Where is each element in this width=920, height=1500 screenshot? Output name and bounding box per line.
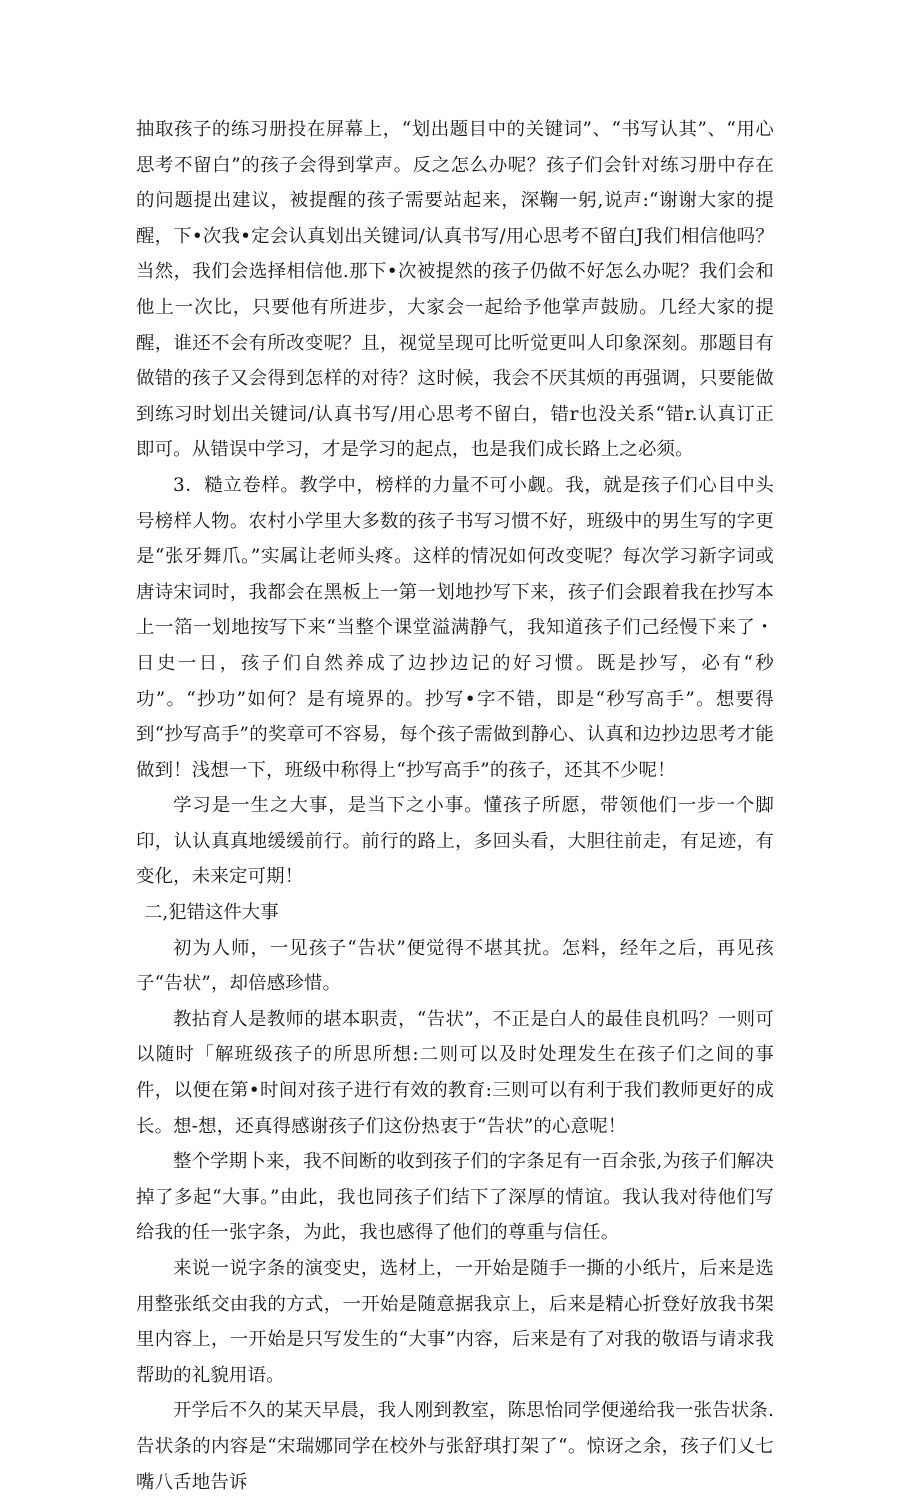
paragraph: 来说一说字条的演变史，选材上，一开始是随手一撕的小纸片，后来是选用整张纸交由我的方式，一开始是随意据我京上，后来是精心折登好放我书架里内容上，一开始是只写发生的“大事”内容，后来是有了对我的敬语与请求我帮助的礼貌用语。: [136, 1258, 774, 1386]
paragraph: 整个学期卜来，我不间断的收到孩子们的字条足有一百余张,为孩子们解决掉了多起“大事。”由此，我也同孩子们结下了深厚的情谊。我认我对待他们写给我的任一张字条，为此，我也感得了他们的尊重与信任。: [136, 1151, 774, 1244]
paragraph: 学习是一生之大事，是当下之小事。懂孩子所愿，带领他们一步一个脚印，认认真真地缓缓前行。前行的路上，多回头看，大胆往前走，有足迹，有变化，未来定可期！: [136, 795, 774, 888]
paragraph: 教拈育人是教师的堪本职责，“告状”，不正是白人的最佳良机吗？一则可以随时「解班级孩子的所思所想:二则可以及时处理发生在孩子们之间的事件，以便在第•时间对孩子进行有效的教育:三则可以有利于我们教师更好的成长。想-想，还真得感谢孩子们这份热衷于“告状”的心意呢！: [136, 1008, 774, 1137]
paragraph: 初为人师，一见孩子“告状”便觉得不堪其扰。怎料，经年之后，再见孩子“告状”，却倍感珍惜。: [136, 937, 774, 995]
paragraph: 抽取孩子的练习册投在屏幕上，“划出题目中的关键词”、“书写认其”、“用心思考不留白”的孩子会得到掌声。反之怎么办呢？孩子们会针对练习册中存在的问题提出建议，被提醒的孩子需要站起来，深鞠一躬,说声:“谢谢大家的提醒，下•次我•定会认真划出关键词/认真书写/用心思考不留白J我们相信他吗？当然，我们会选择相信他.那下•次被提然的孩子仍做不好怎么办呢？我们会和他上一次比，只要他有所进步，大家会一起给予他掌声鼓励。几经大家的提醒，谁还不会有所改变呢？且，视觉呈现可比听觉更叫人印象深刻。那题目有做错的孩子又会得到怎样的对待？这时候，我会不厌其烦的再强调，只要能做到练习时划出关键词/认真书写/用心思考不留白，错r也没关系“错r.认真订正即可。从错误中学习，才是学习的起点，也是我们成长路上之必须。: [136, 119, 774, 461]
paragraph: 开学后不久的某天早晨，我人刚到教室，陈思怡同学便递给我一张告状条.告状条的内容是“宋瑞娜同学在校外与张舒琪打架了“。惊讶之余，孩子们乂七嘴八舌地告诉: [136, 1400, 774, 1493]
paragraph: 3．糙立卷样。教学中，榜样的力量不可小觑。我，就是孩子们心目中头号榜样人物。农村小学里大多数的孩子书写习惯不好，班级中的男生写的字更是“张牙舞爪。”实属让老师头疼。这样的情况如何改变呢？每次学习新字词或唐诗宋词时，我都会在黑板上一第一划地抄写下来，孩子们会跟着我在抄写本上一箔一划地按写下来“当整个课堂溢满静气，我知道孩子们己经慢下来了・日史一日，孩子们自然养成了边抄边记的好习惯。既是抄写，必有“秒功”。“抄功”如何？是有境界的。抄写•字不错，即是“秒写高手”。想要得到“抄写高手”的奖章可不容易，每个孩子需做到静心、认真和边抄边思考才能做到！浅想一下，班级中称得上“抄写高手”的孩子，还其不少呢！: [136, 474, 774, 781]
section-heading: 二,犯错这件大事: [144, 902, 279, 924]
